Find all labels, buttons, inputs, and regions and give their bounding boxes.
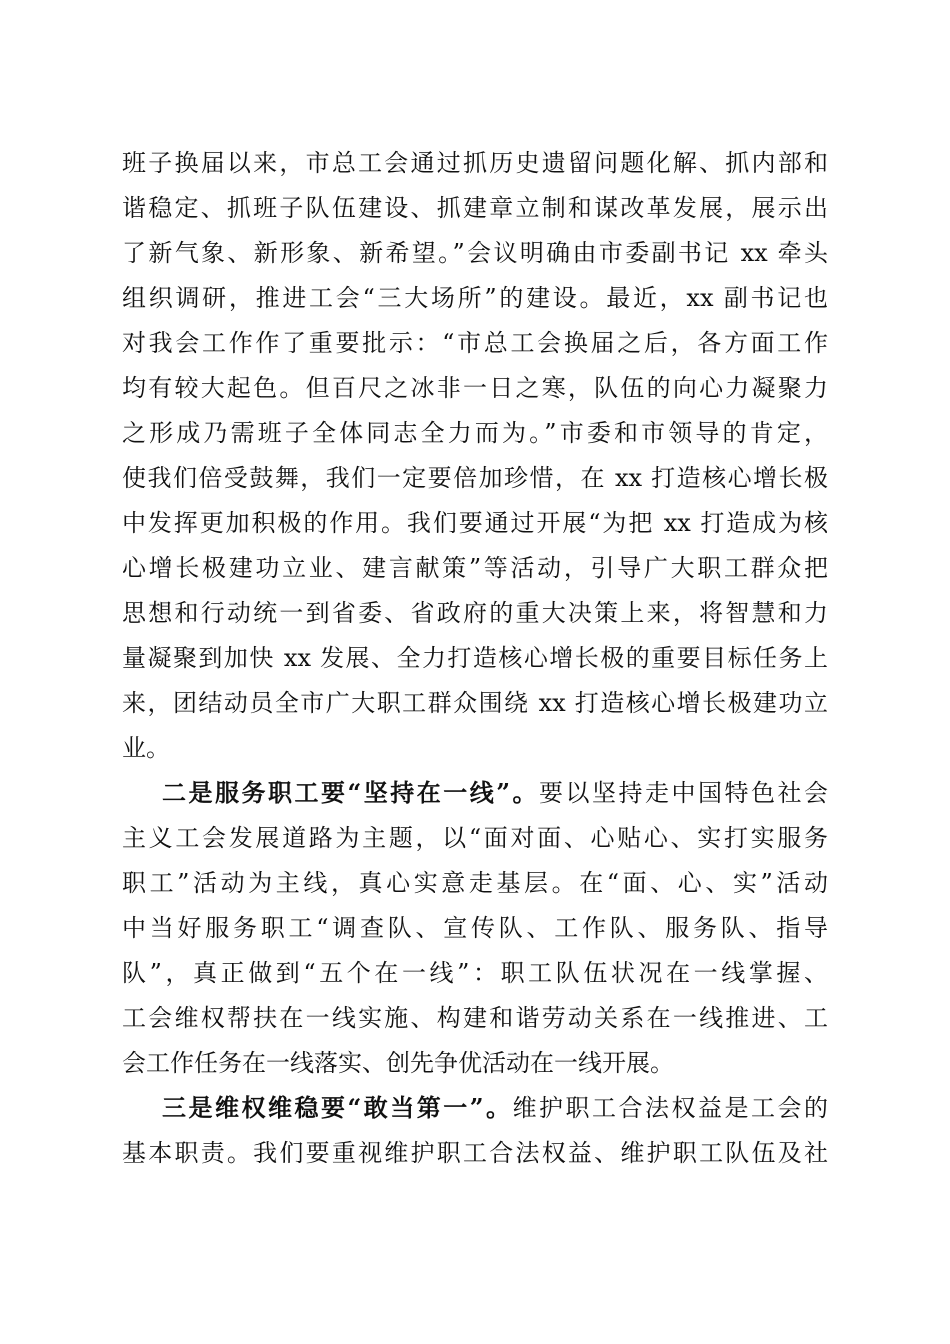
paragraph-2-line-6: 工会维权帮扶在一线实施、构建和谐劳动关系在一线推进、工 — [122, 1004, 828, 1032]
paragraph-1-line-5: 对我会工作作了重要批示：“市总工会换届之后，各方面工作 — [122, 329, 828, 357]
paragraph-1-line-9: 中发挥更加积极的作用。我们要通过开展“为把 xx 打造成为核 — [122, 509, 828, 537]
paragraph-1-line-13: 来，团结动员全市广大职工群众围绕 xx 打造核心增长极建功立 — [122, 689, 828, 717]
paragraph-1-line-10: 心增长极建功立业、建言献策”等活动，引导广大职工群众把 — [122, 554, 828, 582]
paragraph-3-heading: 三是维权维稳要“敢当第一”。 — [162, 1093, 513, 1122]
paragraph-3-first-line-rest: 维护职工合法权益是工会的 — [512, 1094, 829, 1122]
paragraph-1-line-2: 谐稳定、抓班子队伍建设、抓建章立制和谋改革发展，展示出 — [122, 194, 828, 222]
paragraph-1-line-4: 组织调研，推进工会“三大场所”的建设。最近，xx 副书记也 — [122, 284, 828, 312]
paragraph-3-first-line — [162, 1088, 828, 1128]
paragraph-2-line-3: 职工”活动为主线，真心实意走基层。在“面、心、实”活动 — [122, 869, 828, 897]
paragraph-1-line-14: 业。 — [122, 734, 170, 762]
paragraph-3-line-2: 基本职责。我们要重视维护职工合法权益、维护职工队伍及社 — [122, 1139, 828, 1167]
paragraph-1-line-7: 之形成乃需班子全体同志全力而为。”市委和市领导的肯定， — [122, 419, 828, 447]
paragraph-1-line-6: 均有较大起色。但百尺之冰非一日之寒，队伍的向心力凝聚力 — [122, 374, 828, 402]
paragraph-1-line-8: 使我们倍受鼓舞，我们一定要倍加珍惜，在 xx 打造核心增长极 — [122, 464, 828, 492]
paragraph-1-line-1: 班子换届以来，市总工会通过抓历史遗留问题化解、抓内部和 — [122, 149, 828, 177]
paragraph-2-line-4: 中当好服务职工“调查队、宣传队、工作队、服务队、指导 — [122, 914, 828, 942]
paragraph-2-heading: 二是服务职工要“坚持在一线”。 — [162, 778, 540, 807]
paragraph-2-first-line — [162, 773, 828, 813]
paragraph-2-line-2: 主义工会发展道路为主题，以“面对面、心贴心、实打实服务 — [122, 824, 828, 852]
paragraph-1-line-12: 量凝聚到加快 xx 发展、全力打造核心增长极的重要目标任务上 — [122, 644, 828, 672]
paragraph-2-first-line-rest: 要以坚持走中国特色社会 — [539, 779, 829, 807]
paragraph-2-line-7: 会工作任务在一线落实、创先争优活动在一线开展。 — [122, 1049, 674, 1077]
paragraph-2-line-5: 队”，真正做到“五个在一线”：职工队伍状况在一线掌握、 — [122, 959, 828, 987]
paragraph-1-line-3: 了新气象、新形象、新希望。”会议明确由市委副书记 xx 牵头 — [122, 239, 828, 267]
paragraph-1-line-11: 思想和行动统一到省委、省政府的重大决策上来，将智慧和力 — [122, 599, 828, 627]
